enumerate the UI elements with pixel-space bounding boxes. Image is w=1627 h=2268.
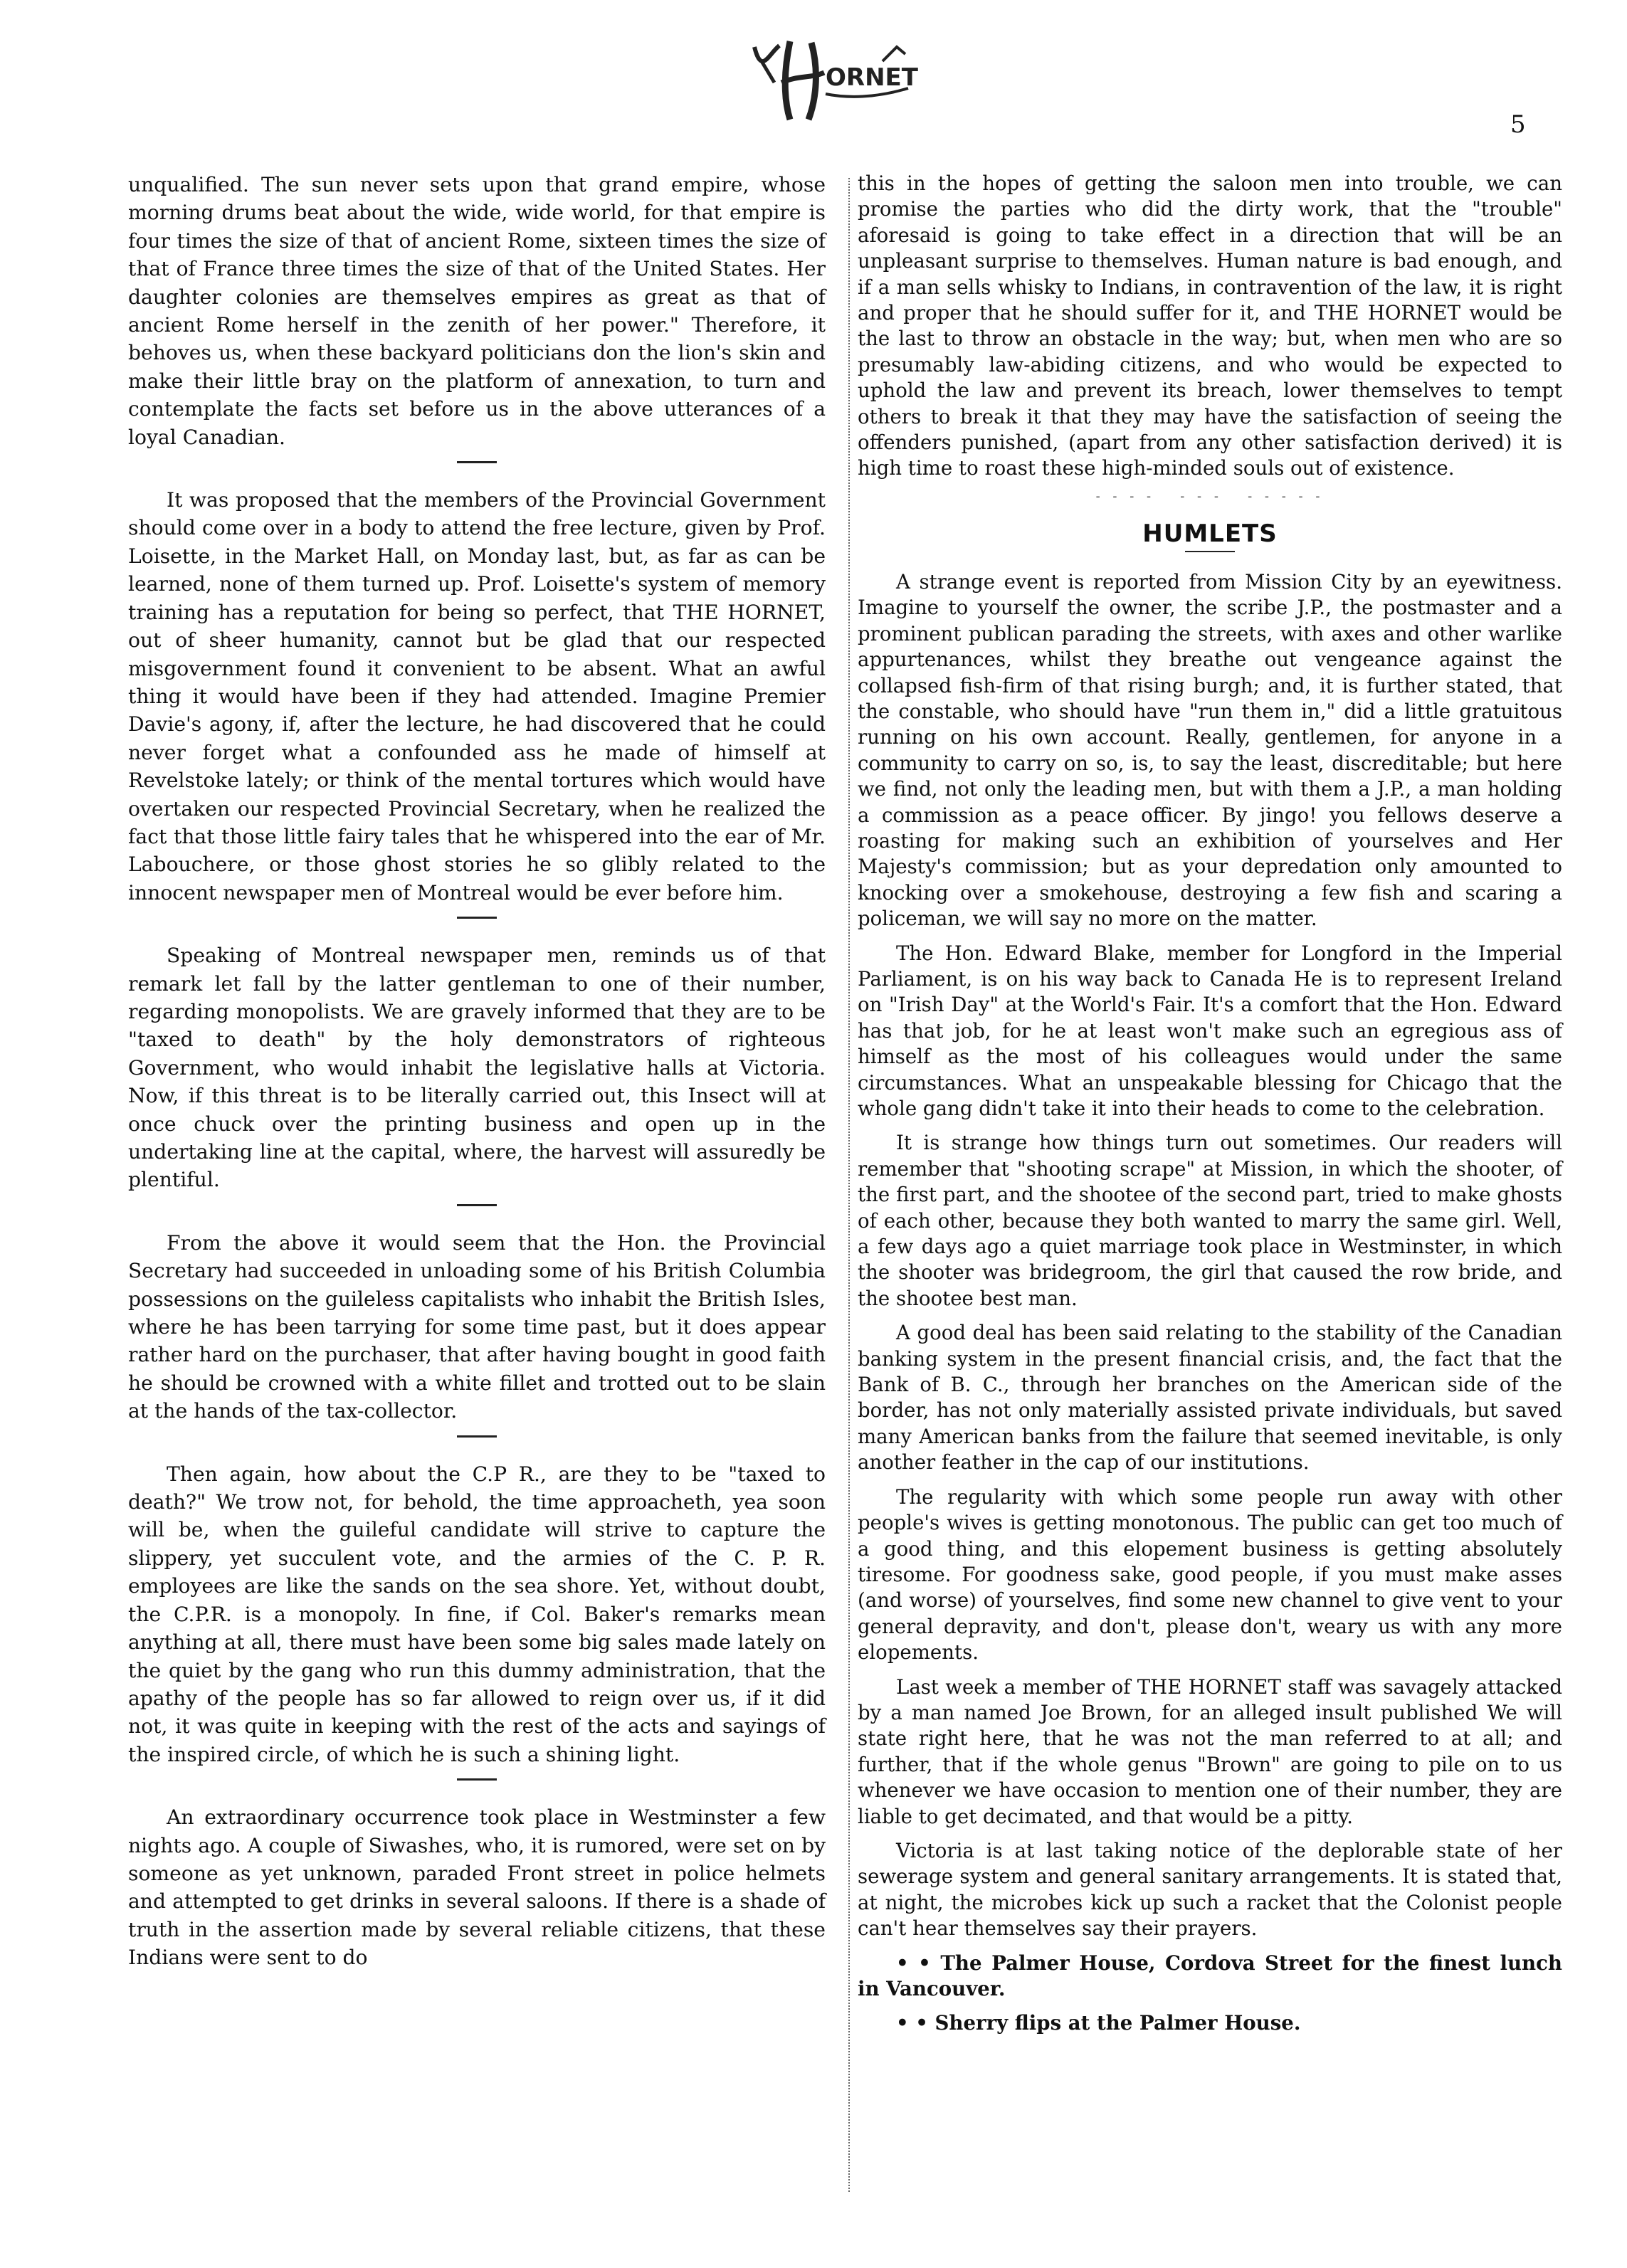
- article-paragraph: It was proposed that the members of the Provincial Government should come over in a body to attend the free lecture, given by Prof. Loisette, in the Market Hall, on Monday last, but, as far as can be learned, none of them turned up. Prof. Loisette's system of memory training has a reputation for being so perfect, that THE HORNET, out of sheer humanity, cannot but be glad that our respected misgovernment found it convenient to be absent. What an awful thing it would have been if they had attended. Imagine Premier Davie's agony, if, after the lecture, he had discovered that he could never forget what a confounded ass he made of himself at Revelstoke lately; or think of the mental tortures which would have overtaken our respected Provincial Secretary, when he realized the fact that those little fairy tales that he whispered into the ear of Mr. Labouchere, or those ghost stories he so glibly related to the innocent newspaper men of Montreal would be ever before him.: [128, 488, 826, 904]
- article-paragraph: this in the hopes of getting the saloon men into trouble, we can promise the parties who did the dirty work, that the "trouble" aforesaid is going to take effect in a direction that will be an unpleasant surprise to themselves. Human nature is bad enough, and if a man sells whisky to Indians, in contravention of the law, it is right and proper that he should suffer for it, and THE HORNET would be the last to throw an obstacle in the way; but, when men who are so presumably law-abiding citizens, and who would be expected to uphold the law and prevent its breach, lower themselves to tempt others to break it that they may have the satisfaction of seeing the offenders punished, (apart from any other satisfaction derived) it is high time to roast these high-minded souls out of existence.: [858, 172, 1562, 480]
- humlets-item: It is strange how things turn out sometimes. Our readers will remember that "shooting scrape" at Mission, in which the shooter, of the first part, and the shootee of the second part, tried to make ghosts of each other, because they both wanted to marry the same girl. Well, a few days ago a quiet marriage took place in Westminster, in which the shooter was bridegroom, the girl that caused the row bride, and the shootee best man.: [858, 1131, 1562, 1310]
- advertisement: • • The Palmer House, Cordova Street for the finest lunch in Vancouver.: [858, 1951, 1562, 2000]
- page-number: 5: [1510, 110, 1526, 139]
- section-divider: [457, 917, 497, 919]
- advertisements: [858, 1951, 1562, 2037]
- humlets-item: A good deal has been said relating to the stability of the Canadian banking system in the present financial crisis, and, the fact that the Bank of B. C., through her branches on the American side of the border, has not only materially assisted private individuals, but saved many American banks from the failure that seemed inevitable, is only another feather in the cap of our institutions.: [858, 1321, 1562, 1475]
- advertisement: • • Sherry flips at the Palmer House.: [896, 2011, 1301, 2035]
- humlets-item: The regularity with which some people run away with other people's wives is getting monotonous. The public can get too much of a good thing, and this elopement business is getting absolutely tiresome. For goodness sake, good people, if you must make asses (and worse) of yourselves, find some new channel to give vent to your general depravity, and don't, please don't, weary us with any more elopements.: [858, 1484, 1562, 1665]
- section-divider: [457, 1435, 497, 1438]
- masthead: [0, 28, 1627, 128]
- humlets-item: Victoria is at last taking notice of the deplorable state of her sewerage system and general sanitary arrangements. It is stated that, at night, the microbes kick up such a racket that the Colonist people can't hear themselves say their prayers.: [858, 1838, 1562, 1941]
- column-divider: [848, 178, 850, 2192]
- left-column: [128, 171, 826, 1972]
- section-divider: [457, 1778, 497, 1781]
- humlets-item: The Hon. Edward Blake, member for Longford in the Imperial Parliament, is on his way back to Canada He is to represent Ireland on "Irish Day" at the World's Fair. It's a comfort that the Hon. Edward has that job, for he at least won't make such an egregious ass of himself as the most of his colleagues would under the same circumstances. What an unspeakable blessing for Chicago that the whole gang didn't take it into their heads to come to the celebration.: [858, 941, 1562, 1120]
- svg-text:ORNET: ORNET: [826, 63, 918, 92]
- dashed-rule: - - - - - - - - - - - -: [1095, 488, 1325, 504]
- article-paragraph: Then again, how about the C.P R., are they to be "taxed to death?" We trow not, for behold, the time approacheth, yea soon will be, when the guileful candidate will strive to capture the slippery, yet succulent vote, and the armies of the C. P. R. employees are like the sands on the sea shore. Yet, without doubt, the C.P.R. is a monopoly. In fine, if Col. Baker's remarks mean anything at all, there must have been some big sales made lately on the quiet by the gang who run this dummy administration, that the apathy of the people has so far allowed to reign over us, if it did not, it was quite in keeping with the rest of the acts and sayings of the inspired circle, of which he is such a shining light.: [128, 1462, 826, 1766]
- right-column: [858, 171, 1562, 2037]
- article-paragraph: An extraordinary occurrence took place in Westminster a few nights ago. A couple of Siwashes, who, it is rumored, were set on by someone as yet unknown, paraded Front street in police helmets and attempted to get drinks in several saloons. If there is a shade of truth in the assertion made by several reliable citizens, that these Indians were sent to do: [128, 1805, 826, 1970]
- humlets-item: Last week a member of THE HORNET staff was savagely attacked by a man named Joe Brown, for an alleged insult published We will state right here, that he was not the man referred to at all; and further, that if the whole genus "Brown" are going to pile on to us whenever we have occasion to mention one of their number, they are liable to get decimated, and that would be a pitty.: [858, 1674, 1562, 1828]
- article-paragraph: unqualified. The sun never sets upon that grand empire, whose morning drums beat about the wide, wide world, for that empire is four times the size of that of ancient Rome, sixteen times the size of that of France three times the size of that of the United States. Her daughter colonies are themselves empires as great as that of ancient Rome herself in the zenith of her power." Therefore, it behoves us, when these backyard politicians don the lion's skin and make their little bray on the platform of annexation, to turn and contemplate the facts set before us in the above utterances of a loyal Canadian.: [128, 173, 826, 449]
- article-paragraph: Speaking of Montreal newspaper men, reminds us of that remark let fall by the latter gentleman to one of their number, regarding monopolists. We are gravely informed that they are to be "taxed to death" by the holy demonstrators of righteous Government, who would inhabit the legislative halls at Victoria. Now, if this threat is to be literally carried out, this Insect will at once chuck over the printing business and open up in the undertaking line at the capital, where, the harvest will assuredly be plentiful.: [128, 944, 826, 1192]
- hornet-masthead-logo: [740, 33, 918, 125]
- section-heading: HUMLETS: [1142, 519, 1278, 548]
- article-paragraph: From the above it would seem that the Hon. the Provincial Secretary had succeeded in unloading some of his British Columbia possessions on the guileless capitalists who inhabit the British Isles, where he has been tarrying for some time past, but it does appear rather hard on the purchaser, that after having bought in good faith he should be crowned with a white fillet and trotted out to be slain at the hands of the tax-collector.: [128, 1230, 826, 1423]
- section-divider: [457, 1204, 497, 1206]
- section-divider: [457, 461, 497, 463]
- heading-rule: [1185, 551, 1235, 552]
- humlets-item: A strange event is reported from Mission City by an eyewitness. Imagine to yourself the owner, the scribe J.P., the postmaster and a prominent publican parading the streets, with axes and other warlike appurtenances, whilst they breathe out vengeance against the collapsed fish-firm of that rising burgh; and, it is further stated, that the constable, who should have "run them in," did a little gratuitous running on his own account. Really, gentlemen, for anyone in a community to carry on so, is, to say the least, discreditable; but here we find, not only the leading men, but with them a J.P., a man holding a commission as a peace officer. By jingo! you fellows deserve a roasting for making such an exhibition of yourselves and Her Majesty's commission; but as your depredation only amounted to knocking over a smokehouse, destroying a few fish and scaring a policeman, we will say no more on the matter.: [858, 569, 1562, 931]
